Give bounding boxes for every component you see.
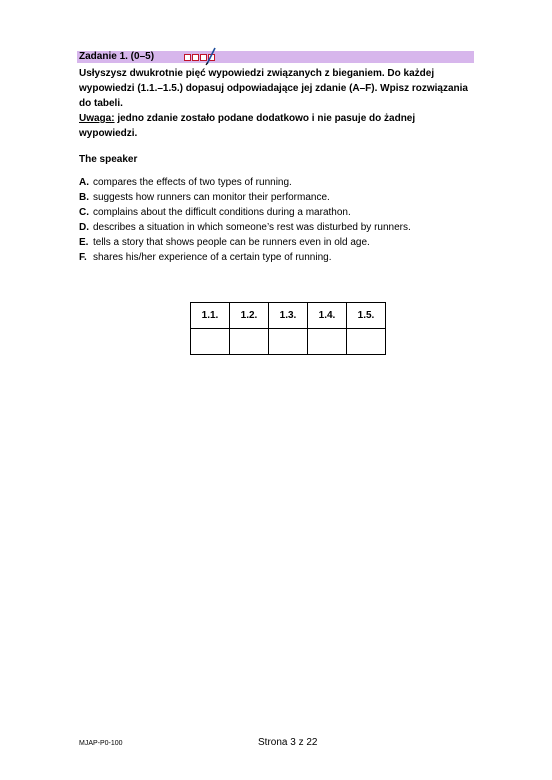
answer-table: [190, 302, 386, 355]
answer-header-1-3: 1.3.: [269, 303, 308, 329]
option-text: complains about the difficult conditions during a marathon.: [93, 207, 351, 218]
option-letter: A.: [79, 177, 89, 188]
score-box-2[interactable]: [192, 54, 199, 61]
note-label: Uwaga:: [79, 113, 115, 124]
pencil-icon: [205, 46, 217, 66]
answer-header-1-2: 1.2.: [230, 303, 269, 329]
option-text: compares the effects of two types of running.: [93, 177, 292, 188]
answer-cell-1-5[interactable]: [347, 329, 386, 355]
task-header: [77, 51, 474, 63]
option-d: [79, 220, 411, 235]
option-f: [79, 250, 411, 265]
answer-cell-1-4[interactable]: [308, 329, 347, 355]
option-letter: E.: [79, 237, 89, 248]
footer-code: MJAP-P0-100: [79, 740, 123, 747]
answer-table-input-row: [191, 329, 386, 355]
option-letter: F.: [79, 252, 87, 263]
option-a: [79, 175, 411, 190]
instructions-main: Usłyszysz dwukrotnie pięć wypowiedzi związanych z bieganiem. Do każdej wypowiedzi (1.1.–1.5.) dopasuj odpowiadające jej zdanie (A–F). Wpisz rozwiązania do tabeli.: [79, 68, 468, 109]
option-b: [79, 190, 411, 205]
options-list: [79, 175, 411, 265]
option-text: describes a situation in which someone’s rest was disturbed by runners.: [93, 222, 411, 233]
answer-header-1-5: 1.5.: [347, 303, 386, 329]
footer-page-number: Strona 3 z 22: [258, 737, 318, 748]
option-text: shares his/her experience of a certain type of running.: [93, 252, 332, 263]
option-text: tells a story that shows people can be runners even in old age.: [93, 237, 370, 248]
answer-header-1-1: 1.1.: [191, 303, 230, 329]
answer-table-header-row: [191, 303, 386, 329]
answer-cell-1-1[interactable]: [191, 329, 230, 355]
option-letter: C.: [79, 207, 89, 218]
option-letter: D.: [79, 222, 89, 233]
option-letter: B.: [79, 192, 89, 203]
option-c: [79, 205, 411, 220]
speaker-heading: The speaker: [79, 154, 138, 165]
instructions-note: [79, 111, 474, 141]
note-text: jedno zdanie zostało podane dodatkowo i nie pasuje do żadnej wypowiedzi.: [79, 113, 416, 139]
instructions: [79, 66, 474, 141]
answer-cell-1-3[interactable]: [269, 329, 308, 355]
answer-header-1-4: 1.4.: [308, 303, 347, 329]
score-box-1[interactable]: [184, 54, 191, 61]
option-text: suggests how runners can monitor their performance.: [93, 192, 330, 203]
task-title: Zadanie 1. (0–5): [79, 51, 155, 62]
answer-cell-1-2[interactable]: [230, 329, 269, 355]
option-e: [79, 235, 411, 250]
